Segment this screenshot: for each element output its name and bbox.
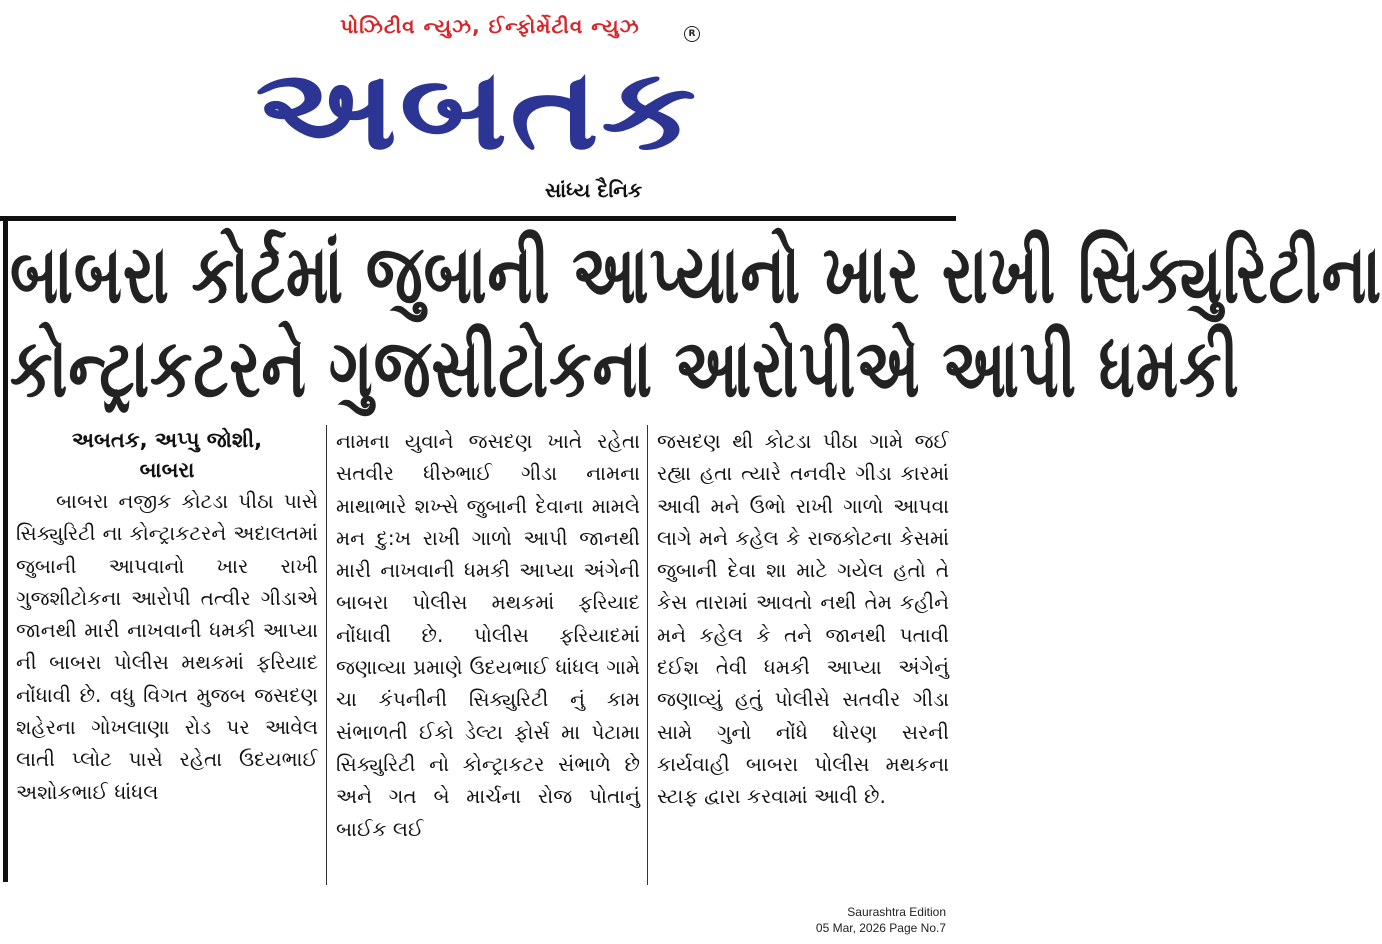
column-1-text: બાબરા નજીક કોટડા પીઠા પાસે સિક્યુરિટી ના કોન્ટ્રાકટરને અદાલતમાં જુબાની આપવાનો ખાર રાખી ગુજશીટોકના આરોપી તત્વીર ગીડાએ જાનથી મારી નાખવાની ધમકી આપ્યા ની બાબરા પોલીસ મથકમાં ફરિયાદ નોંધાવી છે. વધુ વિગત મુજબ જસદણ શહેરના ગોખલાણા રોડ પર આવેલ લાતી પ્લોટ પાસે રહેતા ઉદયભાઈ અશોકભાઈ ધાંધલ xyxy=(16,489,318,804)
page-footer xyxy=(816,904,946,936)
edition-label: Saurashtra Edition xyxy=(847,905,946,919)
masthead xyxy=(0,0,956,215)
article-headline xyxy=(10,227,1382,417)
byline-location: બાબરા xyxy=(139,458,195,482)
byline-author: અબતક, અપ્પુ જોશી, xyxy=(71,428,263,452)
date-page-label: 05 Mar, 2026 Page No.7 xyxy=(815,921,946,935)
column-divider xyxy=(326,425,327,885)
article-body xyxy=(14,425,949,885)
newspaper-logo: અબતક xyxy=(255,45,699,175)
masthead-subtitle: સાંધ્ય દૈનિક xyxy=(545,178,643,202)
article-column-1 xyxy=(16,425,318,885)
article-column-2 xyxy=(336,425,640,885)
registered-trademark-icon: R xyxy=(684,26,700,42)
column-2-text: નામના યુવાને જસદણ ખાતે રહેતા સતવીર ધીરુભાઈ ગીડા નામના માથાભારે શખ્સે જુબાની દેવાના મામલે મન દુ:ખ રાખી ગાળો આપી જાનથી મારી નાખવાની ધમકી આપ્યા અંગેની બાબરા પોલીસ મથકમાં ફરિયાદ નોંધાવી છે. પોલીસ ફરિયાદમાં જણાવ્યા પ્રમાણે ઉદયભાઈ ધાંધલ ગામે ચા કંપનીની સિક્યુરિટી નું કામ સંભાળતી ઈકો ડેલ્ટા ફોર્સ મા પેટામા સિક્યુરિટી નો કોન્ટ્રાકટર સંભાળે છે અને ગત બે માર્ચના રોજ પોતાનું બાઈક લઈ xyxy=(336,429,640,841)
headline-line-1: બાબરા કોર્ટમાં જુબાની આપ્યાનો ખાર રાખી સિક્યુરિટીના xyxy=(10,227,1382,323)
column-3-text: જસદણ થી કોટડા પીઠા ગામે જઈ રહ્યા હતા ત્યારે તનવીર ગીડા કારમાં આવી મને ઉભો રાખી ગાળો આપવા લાગે મને કહેલ કે રાજકોટના કેસમાં જુબાની દેવા શા માટે ગયેલ હતો તે કેસ તારામાં આવતો નથી તેમ કહીને મને કહેલ કે તને જાનથી પતાવી દઈશ તેવી ધમકી આપ્યા અંગેનું જણાવ્યું હતું પોલીસે સતવીર ગીડા સામે ગુનો નોંધે ધોરણ સરની કાર્યવાહી બાબરા પોલીસ મથકના સ્ટાફ દ્વારા કરવામાં આવી છે. xyxy=(657,429,949,809)
headline-line-2: કોન્ટ્રાકટરને ગુજસીટોકના આરોપીએ આપી ધમકી xyxy=(10,321,1240,417)
masthead-tagline: પોઝિટીવ ન્યુઝ, ઈન્ફોર્મેટીવ ન્યુઝ xyxy=(340,14,640,38)
article-column-3 xyxy=(657,425,949,885)
left-border xyxy=(3,218,8,882)
column-divider xyxy=(647,425,648,885)
